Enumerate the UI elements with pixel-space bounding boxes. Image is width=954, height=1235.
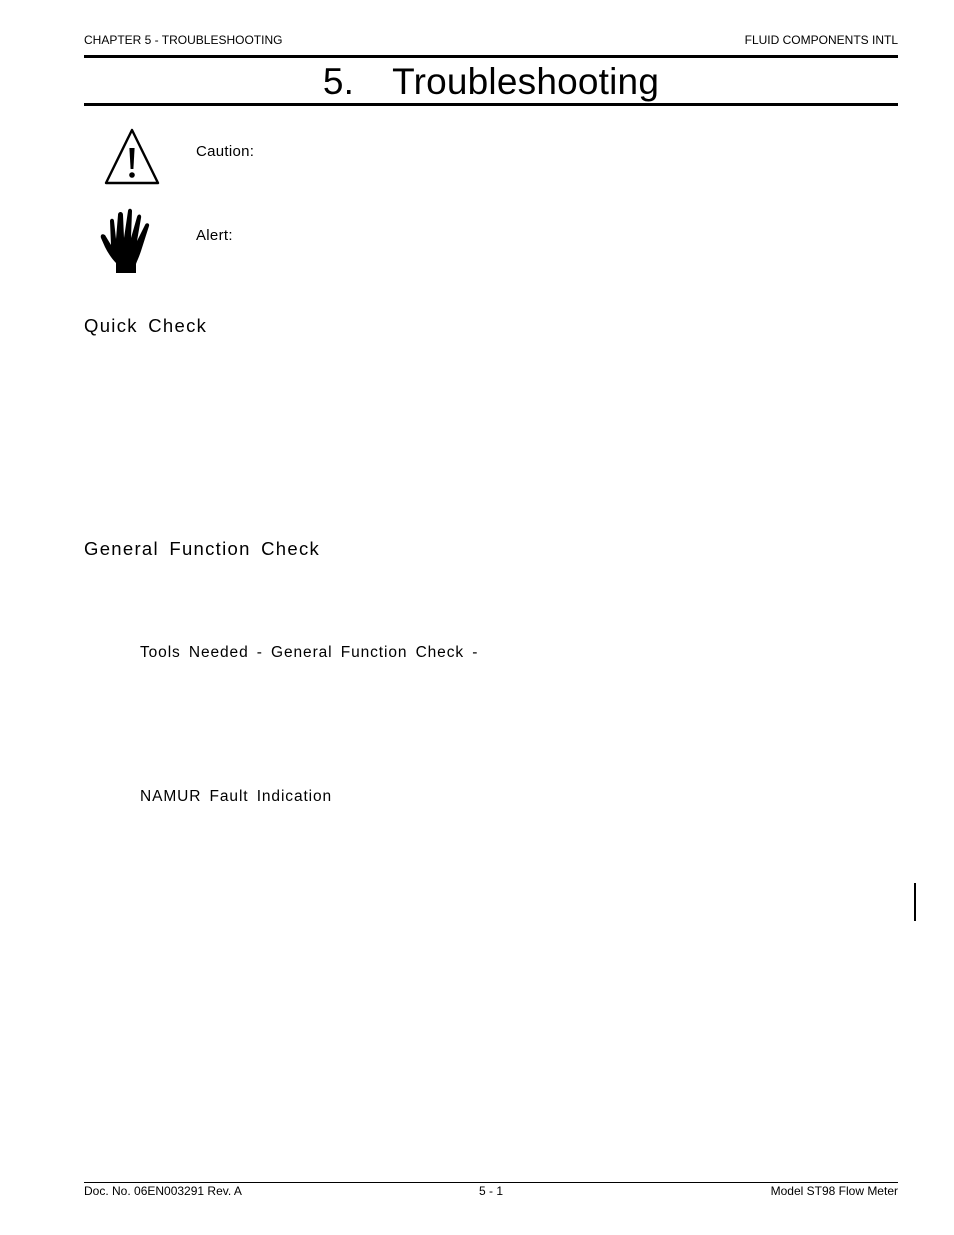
alert-label: Alert: <box>196 227 233 244</box>
subheading-namur-fault-indication: NAMUR Fault Indication <box>140 788 333 805</box>
footer-doc-number: Doc. No. 06EN003291 Rev. A <box>84 1184 242 1198</box>
caution-label: Caution: <box>196 143 255 160</box>
warning-triangle-icon <box>103 127 161 192</box>
section-heading-quick-check: Quick Check <box>84 315 208 336</box>
stop-hand-icon <box>99 207 153 280</box>
page-title <box>84 58 898 106</box>
section-heading-general-function-check: General Function Check <box>84 538 321 559</box>
revision-change-bar <box>914 883 916 921</box>
footer-model: Model ST98 Flow Meter <box>770 1184 898 1198</box>
running-header-chapter: CHAPTER 5 - TROUBLESHOOTING <box>84 33 283 47</box>
header-rule-bottom <box>84 103 898 106</box>
footer-page-number: 5 - 1 <box>479 1184 504 1198</box>
footer-rule <box>84 1182 898 1183</box>
subheading-tools-needed: Tools Needed - General Function Check - <box>140 644 479 661</box>
running-header-company: FLUID COMPONENTS INTL <box>744 33 898 47</box>
chapter-title: Troubleshooting <box>392 61 660 102</box>
chapter-number: 5. <box>322 61 355 102</box>
